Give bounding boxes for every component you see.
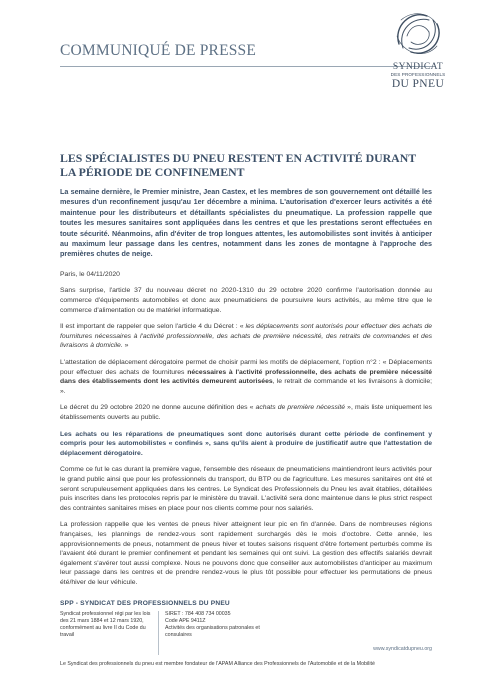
paragraph-article-4-close: » <box>122 342 129 350</box>
paragraph-decree: Sans surprise, l'article 37 du nouveau décret no 2020-1310 du 29 octobre 2020 confirme l'autorisation donnée au commerce d'équipements automobiles et donc aux pneumaticiens de poursuivre leurs activités, au même titre que le commerce d'alimentation ou de matériel informatique. <box>60 287 432 314</box>
footer-ape: Code APE 9411Z <box>165 618 206 624</box>
logo-text-pneu: DU PNEU <box>391 78 445 90</box>
footer-legal-status: Syndicat professionnel régi par les lois des 21 mars 1884 et 12 mars 1920, conformément au livre II du Code du travail <box>60 611 159 655</box>
article-body <box>60 151 432 587</box>
paragraph-article-4-intro: Il est important de rappeler que selon l'article 4 du Décret : « <box>60 323 246 331</box>
paragraph-definition-intro: Le décret du 29 octobre 2020 ne donne aucune définition des « <box>60 404 256 412</box>
paragraph-attestation-bold: nécessaires à l'activité professionnelle, des achats de première nécessité dans des établissements dont les activités demeurent autorisées <box>60 368 432 386</box>
footer-membership-note: Le Syndicat des professionnels du pneu est membre fondateur de l'APAM Alliance des Professionnels de l'Automobile et de la Mobilité <box>60 661 375 667</box>
headline-line-2: LA PÉRIODE DE CONFINEMENT <box>60 165 245 179</box>
paragraph-definition <box>60 403 432 422</box>
paragraph-definition-end: », mais liste uniquement les établissements ouverts au public. <box>60 404 432 421</box>
logo-text-professionnels: DES PROFESSIONNELS <box>390 72 446 77</box>
footer-website-link[interactable]: www.syndicatdupneu.org <box>373 646 432 652</box>
paragraph-article-4 <box>60 322 432 351</box>
logo-text-syndicat: SYNDICAT <box>392 62 444 72</box>
headline-line-1: LES SPÉCIALISTES DU PNEU RESTENT EN ACTIVITÉ DURANT <box>60 151 417 165</box>
paragraph-attestation-intro: L'attestation de déplacement dérogatoire permet de choisir parmi les motifs de déplacement, l'option n°2 : « Déplacements pour effectuer des achats de fournitures <box>60 359 432 376</box>
swirl-logo-icon <box>389 6 447 62</box>
footer-title: SPP - SYNDICAT DES PROFESSIONNELS DU PNEU <box>60 600 230 607</box>
footer-registration <box>159 611 275 655</box>
article-headline <box>60 151 432 179</box>
page-title: COMMUNIQUÉ DE PRESSE <box>60 42 257 59</box>
page-footer <box>60 600 432 668</box>
footer-activities: Activités des organisations patronales et consulaires <box>165 625 260 638</box>
paragraph-definition-quote: achats de première nécessité <box>255 404 346 412</box>
paragraph-winter-tyres: La profession rappelle que les ventes de pneus hiver atteignent leur pic en fin d'année. Dans de nombreuses régions françaises, les plannings de rendez-vous sont rapidement surchargés dès le mois d'octobre. Cette année, les approvisionnements de pneus, notamment de pneus hiver et toutes saisons risquent d'être fortement perturbés comme ils l'avaient été durant le premier confinement et pendant les semaines qui ont suivi. La gestion des effectifs salariés devrait également s'avérer tout aussi complexe. Nous ne pouvons donc que conseiller aux automobilistes d'anticiper au maximum leur passage dans les centres et de prendre rendez-vous le plus tôt possible pour effectuer les permutations de pneus été/hiver de leur véhicule. <box>60 521 432 586</box>
paragraph-first-wave: Comme ce fut le cas durant la première vague, l'ensemble des réseaux de pneumaticiens maintiendront leurs activités pour le grand public ainsi que pour les professionnels du transport, du BTP ou de l'agriculture. Les mesures sanitaires ont été et seront scrupuleusement appliquées dans les centres. Le Syndicat des Professionnels du Pneu les avait établies, détaillées puis inscrites dans les protocoles repris par le ministère du travail. L'activité sera donc maintenue dans le plus strict respect des contraintes sanitaires mises en place pour nos clients comme pour nos salariés. <box>60 466 432 512</box>
paragraph-attestation <box>60 358 432 396</box>
lead-paragraph: La semaine dernière, le Premier ministre, Jean Castex, et les membres de son gouvernement ont détaillé les mesures d'un reconfinement jusqu'au 1er décembre a minima. L'autorisation d'exercer leurs activités a été maintenue pour les distributeurs et détaillants spécialistes du pneumatique. La profession rappelle que toutes les mesures sanitaires sont appliquées dans les centres et que les prestations seront effectuées en toute sécurité. Néanmoins, afin d'éviter de trop longues attentes, les automobilistes sont invités à anticiper au maximum leur passage dans les centres, notamment dans les zones de montagne à l'approche des premières chutes de neige. <box>60 187 432 259</box>
syndicate-logo <box>376 6 460 106</box>
footer-columns <box>60 611 432 655</box>
paragraph-article-4-quote: les déplacements sont autorisés pour effectuer des achats de fournitures nécessaires à l'activité professionnelle, des achats de première nécessité, des retraits de commandes et des livraisons à domicile. <box>60 323 432 350</box>
footer-web-column <box>275 611 432 655</box>
paragraph-authorized: Les achats ou les réparations de pneumatiques sont donc autorisés durant cette période de confinement y compris pour les automobilistes « confinés », sans qu'ils aient à produire de justificatif autre que l'attestation de déplacement dérogatoire. <box>60 430 432 457</box>
paragraph-attestation-end: , le retrait de commande et les livraisons à domicile; ». <box>60 378 432 395</box>
footer-siret: SIRET : 784 408 734 00035 <box>165 611 231 617</box>
dateline: Paris, le 04/11/2020 <box>60 270 120 278</box>
